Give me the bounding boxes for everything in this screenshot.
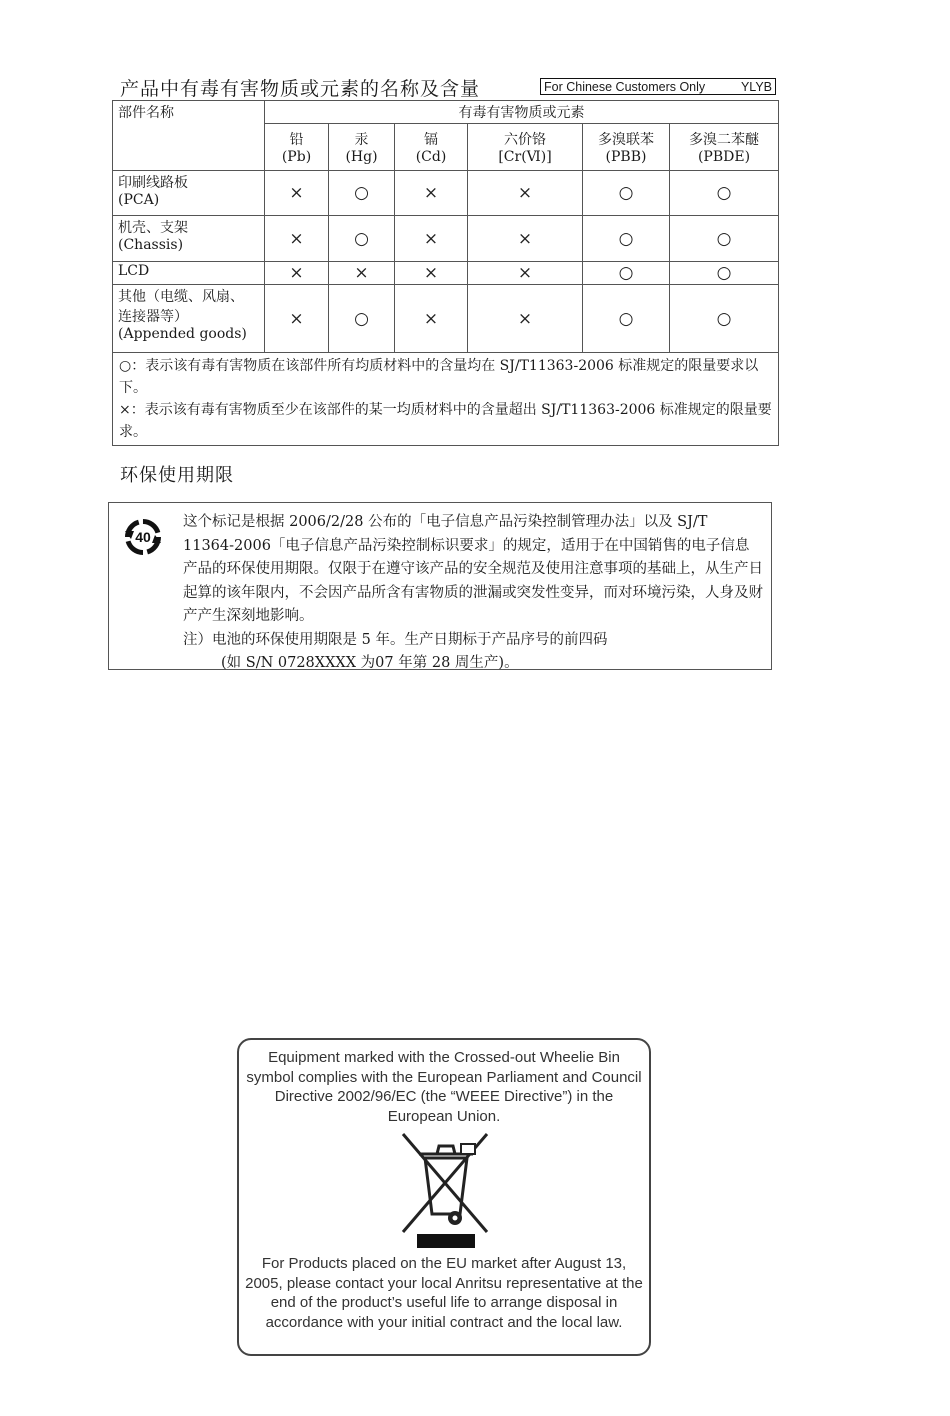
- substance-column: [583, 124, 670, 171]
- mark-cell: ×: [265, 171, 329, 216]
- env-period-text: [183, 511, 763, 676]
- weee-notice-box: [237, 1038, 651, 1356]
- mark-cell: ×: [468, 262, 583, 285]
- substance-name: 汞: [354, 132, 369, 148]
- part-name-line: 连接器等）: [118, 309, 188, 325]
- mark-cell: ×: [468, 216, 583, 262]
- substance-symbol: (PBB): [605, 149, 647, 165]
- table-notes-row: [113, 353, 779, 446]
- weee-contact-text: For Products placed on the EU market after August 13, 2005, please contact your local Anritsu representative at the end of the product’s useful life to arrange disposal in accordance with your initial contract and the local law.: [245, 1255, 643, 1331]
- customer-tag-right: YLYB: [740, 80, 772, 94]
- mark-cell: ○: [329, 216, 395, 262]
- env-period-box: [108, 502, 772, 670]
- mark-cell: ×: [329, 262, 395, 285]
- mark-cell: ×: [395, 285, 468, 353]
- customer-tag-left: For Chinese Customers Only: [544, 80, 706, 94]
- mark-cell: ○: [583, 262, 670, 285]
- document-title: 产品中有毒有害物质或元素的名称及含量: [120, 78, 481, 100]
- substance-symbol: (Hg): [345, 149, 378, 165]
- mark-cell: ×: [265, 216, 329, 262]
- mark-cell: ×: [468, 171, 583, 216]
- env-period-title: 环保使用期限: [120, 465, 234, 486]
- substance-column: [670, 124, 779, 171]
- mark-cell: ○: [583, 171, 670, 216]
- env-battery-note: 注）电池的环保使用期限是 5 年。生产日期标于产品序号的前四码: [183, 631, 608, 648]
- table-row: [113, 216, 779, 262]
- substance-symbol: [Cr(Ⅵ)]: [498, 149, 552, 165]
- env-battery-example: (如 S/N 0728XXXX 为07 年第 28 周生产)。: [221, 655, 519, 671]
- substance-name: 铅: [289, 132, 304, 148]
- part-name-line: 印刷线路板: [118, 175, 188, 191]
- substance-name: 六价铬: [504, 132, 546, 148]
- part-name: [113, 216, 265, 262]
- mark-cell: ○: [329, 285, 395, 353]
- mark-cell: ×: [265, 285, 329, 353]
- mark-cell: ○: [583, 285, 670, 353]
- substance-symbol: (Cd): [415, 149, 447, 165]
- note-circle: ○：表示该有毒有害物质在该部件所有均质材料中的含量均在 SJ/T11363-2006 标准规定的限量要求以下。: [119, 358, 759, 396]
- note-cross: ×：表示该有毒有害物质至少在该部件的某一均质材料中的含量超出 SJ/T11363-2006 标准规定的限量要求。: [119, 402, 772, 440]
- mark-cell: ○: [670, 171, 779, 216]
- substance-symbol: (Pb): [281, 149, 312, 165]
- part-name-line: (Chassis): [118, 237, 184, 253]
- mark-cell: ○: [670, 216, 779, 262]
- mark-cell: ○: [670, 262, 779, 285]
- weee-directive-text: Equipment marked with the Crossed-out Wheelie Bin symbol complies with the European Parliament and Council Directive 2002/96/EC (the “WEEE Directive”) in the European Union.: [246, 1049, 642, 1125]
- mark-cell: ×: [395, 216, 468, 262]
- substance-column: [329, 124, 395, 171]
- table-row: [113, 262, 779, 285]
- substance-header: 有毒有害物质或元素: [265, 101, 779, 124]
- part-name-line: (PCA): [118, 192, 160, 208]
- env-paragraph: 这个标记是根据 2006/2/28 公布的「电子信息产品污染控制管理办法」以及 SJ/T 11364-2006「电子信息产品污染控制标识要求」的规定，适用于在中国销售的电子信息产品的环保使用期限。仅限于在遵守该产品的安全规范及使用注意事项的基础上，从生产日起算的该年限内，不会因产品所含有害物质的泄漏或突发性变异，而对环境污染，人身及财产产生深刻地影响。: [183, 514, 763, 624]
- part-name: [113, 171, 265, 216]
- crossed-out-wheelie-bin-icon: [399, 1128, 493, 1252]
- mark-cell: ×: [395, 262, 468, 285]
- table-row: [113, 171, 779, 216]
- mark-cell: ○: [583, 216, 670, 262]
- substance-column: [265, 124, 329, 171]
- substance-symbol: (PBDE): [697, 149, 751, 165]
- mark-cell: ○: [670, 285, 779, 353]
- substance-name: 多溴联苯: [598, 132, 654, 148]
- mark-cell: ×: [265, 262, 329, 285]
- part-name-line: (Appended goods): [118, 326, 247, 342]
- table-row: [113, 285, 779, 353]
- part-name: [113, 262, 265, 285]
- substance-column: [468, 124, 583, 171]
- logo-number: 40: [135, 529, 151, 545]
- customer-tag: [540, 78, 776, 95]
- part-name-line: 机壳、支架: [118, 220, 188, 236]
- part-name-line: 其他（电缆、风扇、: [118, 289, 244, 305]
- mark-cell: ×: [395, 171, 468, 216]
- substance-column: [395, 124, 468, 171]
- part-name-header: 部件名称: [113, 101, 265, 171]
- mark-cell: ○: [329, 171, 395, 216]
- hazardous-substance-table: [112, 100, 779, 446]
- substance-name: 镉: [424, 132, 438, 148]
- mark-cell: ×: [468, 285, 583, 353]
- part-name-line: LCD: [118, 263, 150, 279]
- environment-protection-40-year-icon: [123, 517, 163, 557]
- substance-name: 多溴二苯醚: [689, 132, 760, 148]
- part-name: [113, 285, 265, 353]
- table-notes: [113, 353, 779, 446]
